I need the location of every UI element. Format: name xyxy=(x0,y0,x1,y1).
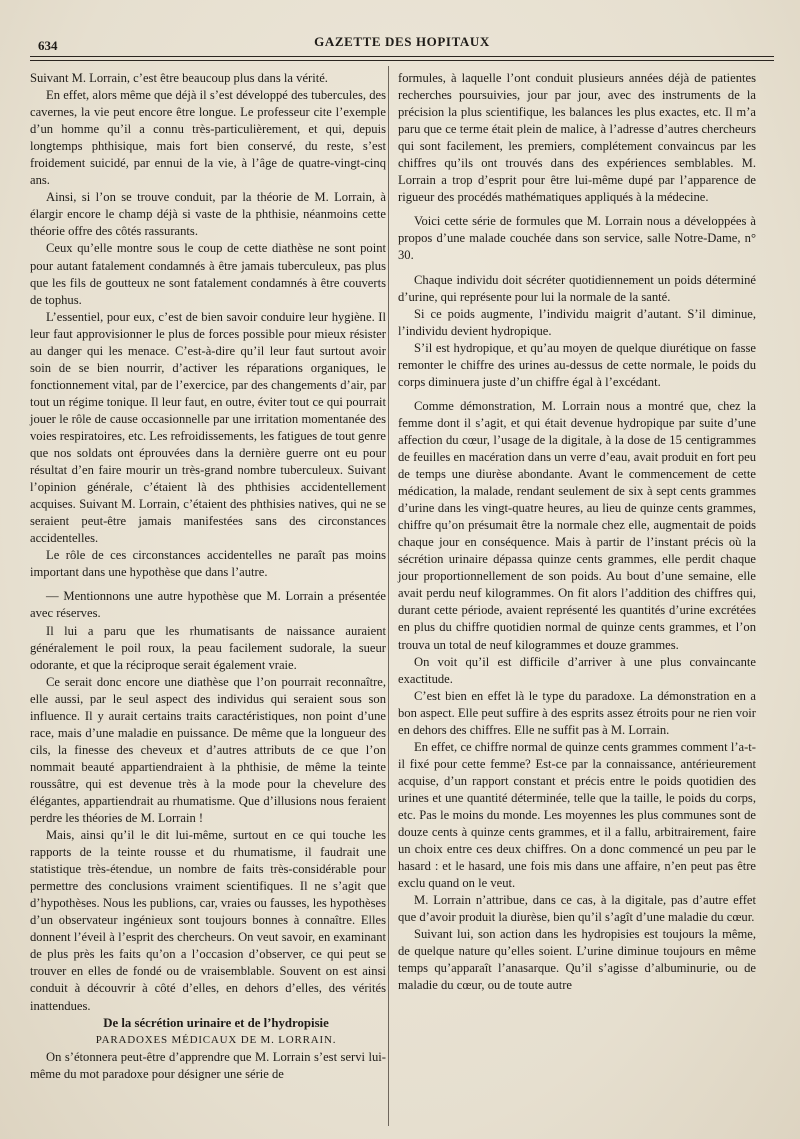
paragraph: En effet, ce chiffre normal de quinze cents grammes comment l’a-t-il fixé pour cette femme? Est-ce par la connaissance, antérieurement acquise, d’un rapport constant et précis entre le poids quotidien des urines et une quantité déterminée, telle que la taille, le poids du corps, etc. Pas le moins du monde. Les moyennes les plus communes sont de douze cents à quinze cents grammes, et il a fallu, arbitrairement, faire un choix entre ces deux chiffres. On a donc commencé un peu par le hasard : et le hasard, une fois mis dans une affaire, n’en peut pas être exclu quand on le veut. xyxy=(398,739,756,891)
section-subtitle: PARADOXES MÉDICAUX DE M. LORRAIN. xyxy=(95,1033,337,1046)
paragraph: Comme démonstration, M. Lorrain nous a montré que, chez la femme dont il s’agit, et qui était devenue hydropique par suite d’une affection du cœur, l’usage de la digitale, à la dose de 15 centigrammes de feuilles en macération dans un verre d’eau, avait produit en fort peu de temps une diurèse abondante. Avant le commencement de cette médication, la malade, rendant seulement de six à sept cents grammes d’urine dans les vingt-quatre heures, au lieu de quinze cents grammes, chiffre qu’on présumait être la normale chez elle, augmentait de poids chaque jour en conséquence. Mais à partir de l’instant précis où la sécrétion urinaire dépassa quinze cents grammes, elle perdit chaque jour proportionnellement de son poids. Au bout d’une semaine, elle avait perdu neuf kilogrammes. On fit alors l’addition des chiffres qui, durant cette période, avaient représenté les quantités d’urine excrétées en plus du chiffre quotidien normal de quinze cents grammes, et l’on trouva un total de neuf kilogrammes et douze grammes. xyxy=(398,398,756,652)
paragraph: Suivant M. Lorrain, c’est être beaucoup plus dans la vérité. xyxy=(30,71,328,85)
paragraph: On voit qu’il est difficile d’arriver à une plus convaincante exactitude. xyxy=(398,654,756,686)
paragraph: On s’étonnera peut-être d’apprendre que M. Lorrain s’est servi lui-même du mot paradoxe pour désigner une série de xyxy=(30,1049,386,1081)
header-rule xyxy=(30,56,774,57)
paragraph: Ce serait donc encore une diathèse que l’on pourrait reconnaître, elle aussi, par le seul aspect des individus qui seraient sous son influence. Il y aurait certains traits caractéristiques, non point d’une race, mais d’une maladie en puissance. De même que la longueur des cils, la finesse des cheveux et d’autres attributs de ce que l’on nommait beauté appartiendraient à la phthisie, de même la teinte roussâtre, qui est devenue très à la mode pour la chevelure des élégantes, appartiendrait au rhumatisme. Que d’illusions nous feraient perdre les théories de M. Lorrain ! xyxy=(30,674,386,826)
paragraph: M. Lorrain n’attribue, dans ce cas, à la digitale, pas d’autre effet que d’avoir produit la diurèse, bien qu’il s’agît d’une maladie du cœur. xyxy=(398,893,756,925)
page-number: 634 xyxy=(38,38,58,53)
paragraph: formules, à laquelle l’ont conduit plusieurs années déjà de patientes recherches poursuivies, jour par jour, avec des instruments de la précision la plus scientifique, les balances les plus exactes, etc. Il m’a paru que ce terme était plein de malice, à l’adresse d’autres chercheurs qui sont facilement, les premiers, complétement convaincus par les chiffres qu’ils ont trouvés dans des expériences semblables. M. Lorrain a trop d’esprit pour être lui-même dupé par l’apparence de rigueur des procédés mathématiques appliqués à la médecine. xyxy=(398,71,756,205)
paragraph: Chaque individu doit sécréter quotidiennement un poids déterminé d’urine, qui représente pour lui la normale de la santé. xyxy=(398,272,756,304)
section-title: De la sécrétion urinaire et de l’hydropisie xyxy=(103,1015,329,1030)
paragraph: Suivant lui, son action dans les hydropisies est toujours la même, de quelque nature qu’elles soient. L’urine diminue toujours en même temps qu’apparaît l’anasarque. Qu’il s’agisse d’albuminurie, ou de maladie du cœur, ou de toute autre xyxy=(398,927,756,993)
paragraph: Ainsi, si l’on se trouve conduit, par la théorie de M. Lorrain, à élargir encore le champ déjà si vaste de la phthisie, néanmoins cette théorie offre des côtés rassurants. xyxy=(30,190,386,239)
header-rule-thin xyxy=(30,60,774,61)
paragraph: C’est bien en effet là le type du paradoxe. La démonstration en a bon aspect. Elle peut suffire à des esprits assez étroits pour ne rien voir en dehors des chiffres. Elle ne suffit pas à M. Lorrain. xyxy=(398,688,756,737)
paragraph: L’essentiel, pour eux, c’est de bien savoir conduire leur hygiène. Il leur faut approvisionner le plus de forces possible pour mieux résister au danger qui les menace. C’est-à-dire qu’il leur faut surtout avoir soin de se bien nourrir, d’activer les réparations organiques, le fonctionnement vital, par de l’exercice, par des changements d’air, par tout un régime tonique. Il leur faut, en outre, éviter tout ce qui pourrait jouer le rôle de cause occasionnelle par une irritation momentanée des voies respiratoires, etc. Les refroidissements, les fatigues de tout genre que nos soldats ont éprouvées dans la dernière guerre ont eu pour résultat d’en faire mourir un très-grand nombre tuberculeux. Suivant l’opinion générale, c’étaient là des phthisies accidentellement acquises. Suivant M. Lorrain, c’étaient des phthisies natives, qui ne se seraient peut-être jamais manifestées sans des circonstances accidentelles. xyxy=(30,309,387,546)
paragraph: S’il est hydropique, et qu’au moyen de quelque diurétique on fasse remonter le chiffre des urines au-dessus de cette normale, le poids du corps diminuera juste d’un chiffre égal à l’excédant. xyxy=(398,340,756,389)
paragraph: En effet, alors même que déjà il s’est développé des tubercules, des cavernes, la vie peut encore être longue. Le professeur cite l’exemple d’un homme qu’il a connu très-particulièrement, et qui, depuis longtemps phthisique, mais fort bien conservé, du reste, s’est froidement suicidé, par ennui de la vie, à l’âge de quatre-vingt-cinq ans. xyxy=(30,88,386,188)
paragraph: Voici cette série de formules que M. Lorrain nous a développées à propos d’une malade couchée dans son service, salle Notre-Dame, n° 30. xyxy=(398,214,756,263)
paragraph: Mais, ainsi qu’il le dit lui-même, surtout en ce qui touche les rapports de la teinte rousse et du rhumatisme, il faudrait une statistique très-étendue, un nombre de faits très-considérable pour permettre des conclusions vraiment scientifiques. Il ne s’agit que d’hypothèses. Nous les publions, car, vraies ou fausses, les hypothèses d’un observateur ingénieux sont toujours bonnes à connaître. Elles donnent l’éveil à l’esprit des chercheurs. On veut savoir, en examinant de plus près les faits qu’on a l’occasion d’observer, ce qui peut se trouver en elles de fondé ou de vraisemblable. Souvent on est ainsi conduit à découvrir à côté d’elles, en dehors d’elles, des vérités inattendues. xyxy=(30,828,386,1013)
left-column xyxy=(30,70,386,1083)
journal-title: GAZETTE DES HOPITAUX xyxy=(314,34,490,49)
right-column xyxy=(398,70,756,994)
page-header xyxy=(30,30,774,54)
column-divider xyxy=(388,66,389,1126)
paragraph: — Mentionnons une autre hypothèse que M. Lorrain a présentée avec réserves. xyxy=(30,589,386,621)
paragraph: Le rôle de ces circonstances accidentelles ne paraît pas moins important dans une hypothèse que dans l’autre. xyxy=(30,548,386,580)
paragraph: Il lui a paru que les rhumatisants de naissance auraient généralement le poil roux, la peau facilement sudorale, la sueur odorante, et que la réciproque serait également vraie. xyxy=(30,623,386,672)
paragraph: Si ce poids augmente, l’individu maigrit d’autant. S’il diminue, l’individu devient hydropique. xyxy=(398,306,756,338)
paragraph: Ceux qu’elle montre sous le coup de cette diathèse ne sont point pour autant fatalement condamnés à être jamais tuberculeux, pas plus que les fils de goutteux ne sont fatalement condamnés à être couverts de tophus. xyxy=(30,241,386,307)
